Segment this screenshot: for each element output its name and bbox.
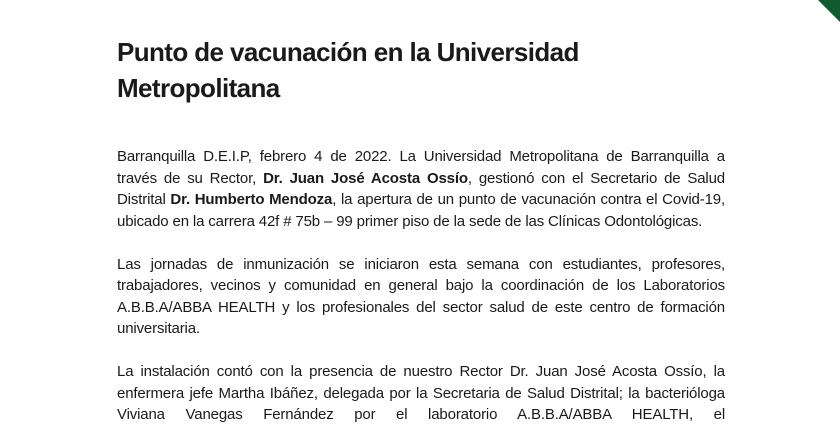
secretary-name: Dr. Humberto Mendoza	[170, 191, 333, 208]
document-title: Punto de vacunación en la Universidad Metropolitana	[117, 37, 579, 103]
document-body	[117, 146, 725, 430]
paragraph-intro	[117, 146, 725, 232]
paragraph-instalacion: La instalación contó con la presencia de nuestro Rector Dr. Juan José Acosta Ossío, la enfermera jefe Martha Ibáñez, delegada por la Secretaria de Salud Distrital; la bacterióloga Viviana Vanegas Fernández por el laboratorio A.B.B.A/ABBA HEALTH, el	[117, 363, 725, 423]
paragraph-jornadas: Las jornadas de inmunización se iniciaron esta semana con estudiantes, profesores, trabajadores, vecinos y comunidad en general bajo la coordinación de los Laboratorios A.B.B.A/ABBA HEALTH y los profesionales del sector salud de este centro de formación universitaria.	[117, 255, 725, 337]
rector-name: Dr. Juan José Acosta Ossío	[263, 169, 468, 187]
corner-accent	[818, 0, 840, 22]
intro-text-2: , gestionó con el Secretario de Salud Distrital	[117, 169, 726, 208]
intro-text-3: , la apertura de un punto de vacunación contra el Covid-19, ubicado en la carrera 42f # 75b – 99 primer piso de la sede de las Clínicas Odontológicas.	[117, 191, 726, 230]
intro-text-1: Barranquilla D.E.I.P, febrero 4 de 2022. La Universidad Metropolitana de Barranquilla a través de su Rector,	[117, 148, 725, 187]
